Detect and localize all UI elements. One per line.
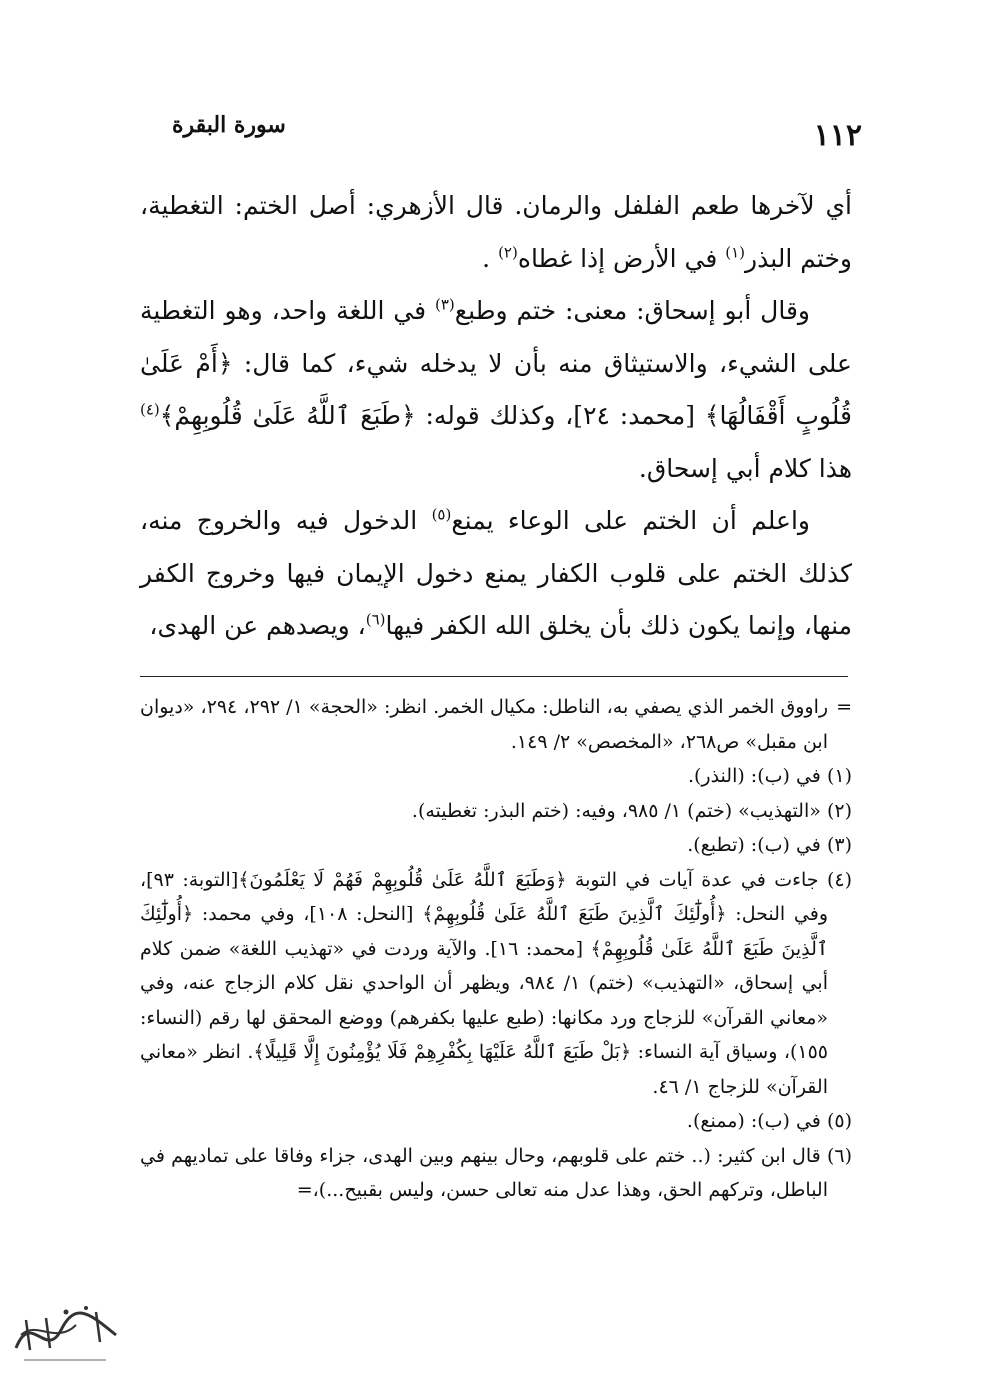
footnote-number: (٤) xyxy=(826,868,853,891)
footnote-text: في (ب): (تطبع). xyxy=(687,834,821,856)
running-title: سورة البقرة xyxy=(172,112,286,138)
page-number: ١١٢ xyxy=(813,118,862,153)
text-segment: ، ويصدهم عن الهدى، xyxy=(149,611,366,640)
quran-verse: ﴿أُولَٰٓئِكَ ٱلَّذِينَ طَبَعَ ٱللَّهُ عَلَىٰ قُلُوبِهِمْ﴾ xyxy=(422,903,727,925)
footnote-text: في (ب): (ممنع). xyxy=(686,1110,821,1132)
text-segment: الدخول فيه والخروج منه، كذلك الختم على قلوب الكفار يمنع دخول الإيمان فيها وخروج الكفر منها، وإنما يكون ذلك بأن يخلق الله الكفر فيها xyxy=(140,506,852,640)
footnote-number: (٣) xyxy=(826,834,852,856)
footnote-text: راووق الخمر الذي يصفي به، الناطل: مكيال الخمر. انظر: «الحجة» ١/ ٢٩٢، ٢٩٤، «ديوان ابن مقبل» ص٢٦٨، «المخصص» ٢/ ١٤٩. xyxy=(140,696,829,753)
footnote-continuation xyxy=(140,690,852,759)
footnote-number: (٢) xyxy=(826,799,852,822)
footnote-1 xyxy=(140,759,852,794)
footnote-ref: (١) xyxy=(725,243,746,262)
footnote-text: جاءت في عدة آيات في التوبة xyxy=(566,868,819,891)
footnote-6 xyxy=(140,1139,852,1208)
quran-verse: ﴿أَمْ عَلَىٰ قُلُوبٍ أَقْفَالُهَا﴾ xyxy=(140,348,852,430)
footnotes xyxy=(140,690,852,1208)
quran-verse: ﴿بَلْ طَبَعَ ٱللَّهُ عَلَيْهَا بِكُفْرِهِمْ فَلَا يُؤْمِنُونَ إِلَّا قَلِيلًا﴾ xyxy=(253,1041,632,1063)
main-text xyxy=(140,180,852,653)
paragraph-1 xyxy=(140,180,852,285)
quran-verse: ﴿أُولَٰٓئِكَ ٱلَّذِينَ طَبَعَ ٱللَّهُ عَلَىٰ قُلُوبِهِمْ﴾ xyxy=(140,903,828,960)
footnote-text: في (ب): (النذر). xyxy=(687,765,821,787)
paragraph-3 xyxy=(140,495,852,653)
footnote-text: [التوبة: ٩٣]، وفي النحل: xyxy=(140,868,828,925)
quran-verse: ﴿وَطَبَعَ ٱللَّهُ عَلَىٰ قُلُوبِهِمْ فَهُمْ لَا يَعْلَمُونَ﴾ xyxy=(238,868,567,891)
footnote-ref: (٦) xyxy=(365,610,386,629)
text-segment: هذا كلام أبي إسحاق. xyxy=(638,453,852,483)
footnote-ref: (٤) xyxy=(140,400,160,419)
footnote-3 xyxy=(140,828,852,863)
footnote-4 xyxy=(140,863,852,1105)
footnote-ref: (٢) xyxy=(498,243,518,262)
text-segment: وقال أبو إسحاق: معنى: ختم وطبع xyxy=(454,296,810,325)
footnote-text: . انظر «معاني القرآن» للزجاج ١/ ٤٦. xyxy=(140,1041,828,1098)
text-segment: في اللغة واحد، وهو التغطية على الشيء، والاستيثاق منه بأن لا يدخله شيء، كما قال: xyxy=(140,296,852,378)
text-segment: واعلم أن الختم على الوعاء يمنع xyxy=(451,506,810,535)
quran-verse: ﴿طَبَعَ ٱللَّهُ عَلَىٰ قُلُوبِهِمْ﴾ xyxy=(159,401,416,430)
footnote-number: (٦) xyxy=(826,1144,852,1167)
footnote-number: (١) xyxy=(826,765,852,787)
text-segment: أي لآخرها طعم الفلفل والرمان. قال الأزهري: أصل الختم: التغطية، وختم البذر xyxy=(140,191,852,273)
text-segment: [محمد: ٢٤]، وكذلك قوله: xyxy=(415,401,705,430)
paragraph-2 xyxy=(140,285,852,495)
footnote-5 xyxy=(140,1104,852,1139)
footnote-number: = xyxy=(836,696,853,718)
footnote-text: [النحل: ١٠٨]، وفي محمد: xyxy=(193,903,423,925)
footnote-2 xyxy=(140,794,852,829)
footnote-text: [محمد: ١٦]. والآية وردت في «تهذيب اللغة» ضمن كلام أبي إسحاق، «التهذيب» (ختم) ١/ ٩٨٤، ويظهر أن الواحدي نقل كلام الزجاج عنه، وفي «معاني القرآن» للزجاج ورد مكانها: (طبع عليها بكفرهم) ووضع المحقق لها رقم (النساء: ١٥٥)، وسياق آية النساء: xyxy=(140,937,828,1063)
library-stamp-logo xyxy=(6,1290,126,1370)
footnote-text: قال ابن كثير: (.. ختم على قلوبهم، وحال بينهم وبين الهدى، جزاء وفاقا على تماديهم في الباطل، وتركهم الحق، وهذا عدل منه تعالى حسن، وليس بقبيح...)،= xyxy=(140,1144,828,1201)
footnote-separator xyxy=(140,676,848,677)
text-segment: . xyxy=(482,243,499,273)
footnote-ref: (٥) xyxy=(431,505,452,524)
text-segment: في الأرض إذا غطاه xyxy=(517,243,726,273)
footnote-number: (٥) xyxy=(826,1110,852,1132)
footnote-ref: (٣) xyxy=(434,295,455,314)
footnote-text: «التهذيب» (ختم) ١/ ٩٨٥، وفيه: (ختم البذر: تغطيته). xyxy=(411,799,821,822)
